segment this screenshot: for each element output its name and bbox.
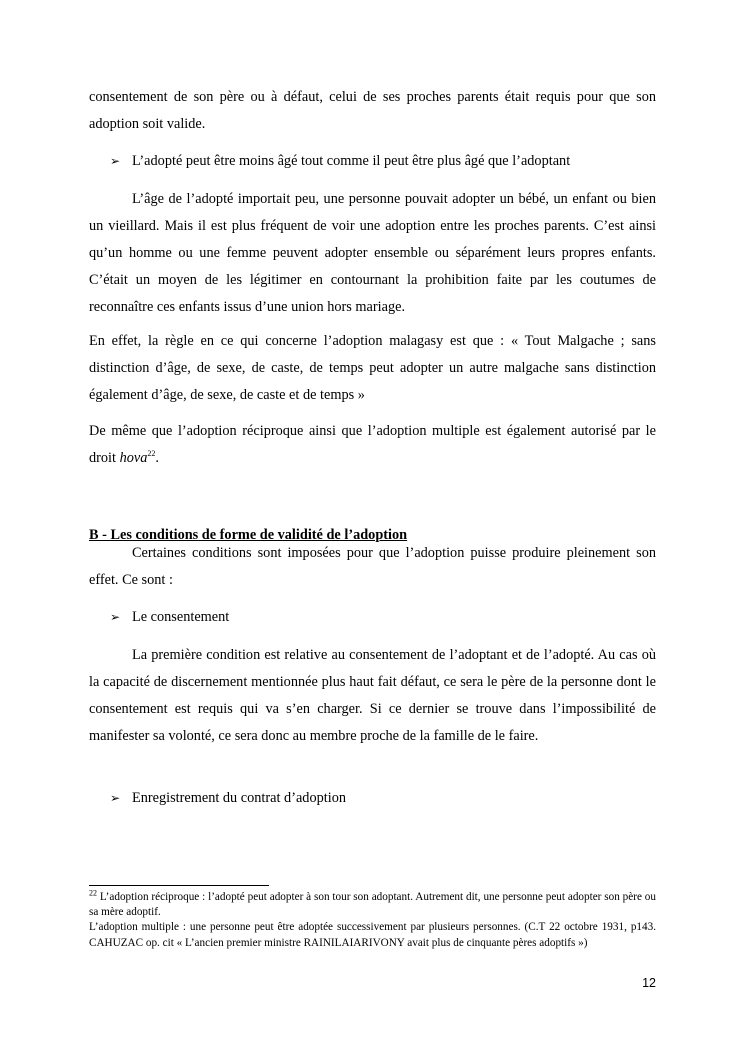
bullet-text: L’adopté peut être moins âgé tout comme il peut être plus âgé que l’adoptant	[132, 153, 571, 169]
paragraph-rule: En effet, la règle en ce qui concerne l’adoption malagasy est que : « Tout Malgache ; sans distinction d’âge, de sexe, de caste, de temps peut adopter un autre malgache sans distinction également d’âge, de sexe, de caste et de temps »	[89, 333, 656, 403]
page-number: 12	[642, 976, 656, 990]
bullet-item-registration	[110, 785, 346, 812]
paragraph-reciprocal	[89, 418, 656, 472]
section-heading: B - Les conditions de forme de validité de l’adoption	[89, 527, 408, 543]
italic-term: hova	[119, 450, 148, 466]
paragraph-end: .	[155, 450, 159, 466]
paragraph-consent: La première condition est relative au consentement de l’adoptant et de l’adopté. Au cas où la capacité de discernement mentionnée plus haut fait défaut, ce sera le père de la personne dont le consentement est requis qui va s’en charger. Si ce dernier se trouve dans l’impossibilité de manifester sa volonté, ce sera donc au membre proche de la famille de le faire.	[89, 647, 656, 744]
footnote-number: 22	[89, 888, 97, 898]
paragraph-text: De même que l’adoption réciproque ainsi que l’adoption multiple est également autorisé par le droit	[89, 423, 656, 466]
paragraph-conditions: Certaines conditions sont imposées pour que l’adoption puisse produire pleinement son effet. Ce sont :	[89, 545, 656, 588]
arrow-bullet-icon: ➢	[110, 154, 121, 168]
bullet-item-age	[110, 148, 570, 175]
bullet-text: Enregistrement du contrat d’adoption	[132, 790, 346, 806]
paragraph-age: L’âge de l’adopté importait peu, une personne pouvait adopter un bébé, un enfant ou bien un vieillard. Mais il est plus fréquent de voir une adoption entre les proches parents. C’est ainsi qu’un homme ou une femme peuvent adopter ensemble ou séparément leurs propres enfants. C’était un moyen de les légitimer en contournant la prohibition faite par les coutumes de reconnaître ces enfants issus d’une union hors mariage.	[89, 191, 656, 315]
footnote-text-2: L’adoption multiple : une personne peut être adoptée successivement par plusieurs personnes. (C.T 22 octobre 1931, p143. CAHUZAC op. cit « L’ancien premier ministre RAINILAIARIVONY avait plus de cinquante pères adoptifs »)	[89, 921, 656, 949]
footnote-separator	[89, 885, 269, 886]
footnote-text: L’adoption réciproque : l’adopté peut adopter à son tour son adoptant. Autrement dit, une personne peut adopter son père ou sa mère adoptif.	[89, 891, 656, 919]
paragraph-continuation: consentement de son père ou à défaut, celui de ses proches parents était requis pour que son adoption soit valide.	[89, 89, 656, 132]
arrow-bullet-icon: ➢	[110, 791, 121, 805]
bullet-text: Le consentement	[132, 609, 230, 625]
footnote	[89, 890, 656, 951]
bullet-item-consent	[110, 604, 229, 631]
arrow-bullet-icon: ➢	[110, 610, 121, 624]
footnote-ref: 22	[147, 449, 156, 459]
